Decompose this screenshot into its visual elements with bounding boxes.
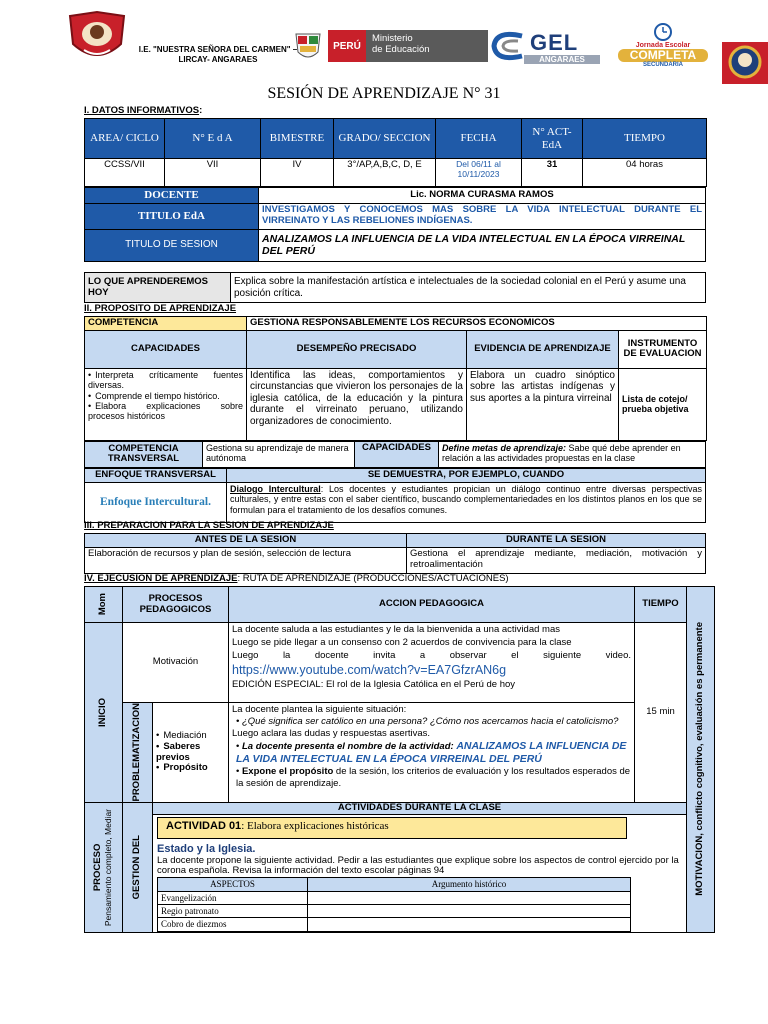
school-shield-icon bbox=[66, 10, 128, 65]
docente-label: DOCENTE bbox=[85, 188, 259, 204]
info-value-grado: 3°/AP,A,B,C, D, E bbox=[334, 159, 436, 187]
accion-header: ACCION PEDAGOGICA bbox=[229, 587, 635, 623]
motivacion-label: Motivación bbox=[123, 623, 229, 703]
header-evidencia: EVIDENCIA DE APRENDIZAJE bbox=[467, 330, 619, 368]
aspecto-row: Regio patronato bbox=[158, 905, 308, 918]
tiempo-header: TIEMPO bbox=[635, 587, 687, 623]
se-demuestra-label: SE DEMUESTRA, POR EJEMPLO, CUANDO bbox=[227, 468, 706, 482]
docente-value: Lic. NORMA CURASMA RAMOS bbox=[259, 188, 706, 204]
header bbox=[0, 0, 768, 75]
argumento-header: Argumento histórico bbox=[308, 878, 631, 891]
proceso-content: ACTIVIDADES DURANTE LA CLASE ACTIVIDAD 01: Elabora explicaciones históricas Estado y la Iglesia. La docente propone la siguiente actividad. Pedir a las estudiantes que explique sobre los aspectos de control ejercido por la corona española. Revisa la información del texto escolar páginas 94 ASPECTOS Argumento histórico Evangelización Regio patronato Cobro de diezmos bbox=[153, 803, 687, 933]
titulo-eda-label: TITULO EdA bbox=[85, 203, 259, 229]
proposito-table bbox=[84, 316, 706, 523]
capacidad-item: • Comprende el tiempo histórico. bbox=[88, 391, 243, 401]
competencia-value: GESTIONA RESPONSABLEMENTE LOS RECURSOS ECONOMICOS bbox=[247, 317, 707, 331]
durante-value: Gestiona el aprendizaje mediante, mediación, motivación y retroalimentación bbox=[407, 547, 706, 573]
evidencia-value: Elabora un cuadro sinóptico sobre las artistas indígenas y sus aportes a la pintura virreinal bbox=[467, 368, 619, 440]
jornada-logo: Jornada Escolar COMPLETA SECUNDARIA bbox=[618, 22, 708, 68]
aspecto-row: Evangelización bbox=[158, 891, 308, 904]
aspectos-header: ASPECTOS bbox=[158, 878, 308, 891]
info-value-eda: VII bbox=[165, 159, 261, 187]
capacidades-list bbox=[85, 368, 247, 440]
page-title: SESIÓN DE APRENDIZAJE N° 31 bbox=[267, 85, 501, 102]
enfoque-label: ENFOQUE TRANSVERSAL bbox=[85, 468, 227, 482]
info-value-tiempo: 04 horas bbox=[583, 159, 707, 187]
header-capacidades: CAPACIDADES bbox=[85, 330, 247, 368]
aprenderemos-label: LO QUE APRENDEREMOS HOY bbox=[85, 273, 231, 303]
comp-transversal-label: COMPETENCIA TRANSVERSAL bbox=[85, 441, 203, 467]
info-value-bimestre: IV bbox=[261, 159, 334, 187]
problematizacion-label: PROBLEMATIZACION bbox=[123, 703, 153, 803]
info-value-fecha: Del 06/11 al 10/11/2023 bbox=[436, 159, 522, 187]
info-header-eda: N° E d A bbox=[165, 119, 261, 159]
durante-label: DURANTE LA SESION bbox=[407, 534, 706, 548]
section-4-heading: IV. EJECUSION DE APRENDIZAJE: RUTA DE APRENDIZAJE (PRODUCCIONES/ACTUACIONES) bbox=[84, 573, 509, 584]
info-header-tiempo: TIEMPO bbox=[583, 119, 707, 159]
side-note: MOTIVACION, conflicto cognitivo, evaluación es permanente bbox=[687, 587, 715, 933]
inicio-tiempo: 15 min bbox=[635, 623, 687, 803]
minedu-logo: PERÚ Ministerio de Educación bbox=[328, 30, 488, 62]
capacidad-item: • Elabora explicaciones sobre procesos históricos bbox=[88, 401, 243, 422]
info-value-area: CCSS/VII bbox=[85, 159, 165, 187]
gestion-label: GESTION DEL bbox=[123, 803, 153, 933]
info-table bbox=[84, 118, 706, 262]
video-link[interactable]: https://www.youtube.com/watch?v=EA7GfzrAN6g bbox=[232, 663, 507, 678]
motivacion-content: La docente saluda a las estudiantes y le da la bienvenida a una actividad mas Luego se pide llegar a un consenso con 2 acuerdos de convivencia para la clase Luego la docente invita a observar el siguiente video. https://www.youtube.com/watch?v=EA7GfzrAN6g EDICIÓN ESPECIAL: El rol de la Iglesia Católica en el Perú de hoy bbox=[229, 623, 635, 703]
procesos-header: PROCESOS PEDAGOGICOS bbox=[123, 587, 229, 623]
antes-value: Elaboración de recursos y plan de sesión, selección de lectura bbox=[85, 547, 407, 573]
mom-header: Mom bbox=[85, 587, 123, 623]
ugel-logo: GEL ANGARAES bbox=[490, 28, 602, 66]
aprenderemos-table bbox=[84, 272, 706, 303]
info-header-bimestre: BIMESTRE bbox=[261, 119, 334, 159]
problematizacion-content: La docente plantea la siguiente situación: • ¿Qué significa ser católico en una persona? ¿Cómo nos acercamos hacia el catolicismo? Luego aclara las dudas y respuestas asertivas. • La docente presenta el nombre de la actividad: ANALIZAMOS LA INFLUENCIA DE LA VIDA INTELECTUAL EN LA ÉPOCA VIRREINAL DEL PERÚ • Expone el propósito de la sesión, los criterios de evaluación y los resultados esperados de la sesión de aprendizaje. bbox=[229, 703, 635, 803]
proceso-label: PROCESO Pensamiento completo, Mediar bbox=[85, 803, 123, 933]
capacidad-item: • Interpreta críticamente fuentes diversas. bbox=[88, 370, 243, 391]
section-1-heading: I. DATOS INFORMATIVOS: bbox=[84, 105, 203, 116]
desempeno-value: Identifica las ideas, comportamientos y circunstancias que vivieron los personajes de la iglesia católica, de la educación y la pintura durante el virreinato peruano, utilizando organizadores de conocimiento. bbox=[247, 368, 467, 440]
ejecucion-table bbox=[84, 586, 714, 933]
dialogo-intercultural: Dialogo Intercultural: Los docentes y estudiantes propician un diálogo continuo entre diversas perspectivas culturales, y entre estas con el saber científico, buscando complementariedades en los distintos planos en los que se formulan para el tratamiento de los desafíos comunes. bbox=[227, 482, 706, 522]
comp-capacidades-label: CAPACIDADES bbox=[355, 441, 439, 467]
header-desempeno: DESEMPEÑO PRECISADO bbox=[247, 330, 467, 368]
header-instrumento: INSTRUMENTO DE EVALUACION bbox=[619, 330, 707, 368]
right-school-logo-icon bbox=[722, 38, 768, 84]
antes-label: ANTES DE LA SESION bbox=[85, 534, 407, 548]
info-value-act: 31 bbox=[522, 159, 583, 187]
school-name: I.E. "NUESTRA SEÑORA DEL CARMEN" – LIRCAY- ANGARAES bbox=[138, 45, 298, 65]
actividad-box: ACTIVIDAD 01: Elabora explicaciones históricas bbox=[157, 817, 627, 839]
instrumento-value: Lista de cotejo/ prueba objetiva bbox=[619, 368, 707, 440]
comp-capacidades-value: Define metas de aprendizaje: Sabe qué debe aprender en relación a las actividades propuestas en la clase bbox=[439, 441, 706, 467]
info-header-area: AREA/ CICLO bbox=[85, 119, 165, 159]
enfoque-name: Enfoque Intercultural. bbox=[85, 482, 227, 522]
info-header-fecha: FECHA bbox=[436, 119, 522, 159]
info-header-act: N° ACT- EdA bbox=[522, 119, 583, 159]
comp-transversal-value: Gestiona su aprendizaje de manera autónoma bbox=[203, 441, 355, 467]
aspecto-row: Cobro de diezmos bbox=[158, 918, 308, 931]
titulo-eda-value: INVESTIGAMOS Y CONOCEMOS MAS SOBRE LA VIDA INTELECTUAL DURANTE EL VIRREINATO Y LAS REBELIONES INDÍGENAS. bbox=[259, 203, 706, 229]
preparacion-table bbox=[84, 533, 706, 574]
peru-emblem-icon bbox=[290, 30, 326, 62]
problematizacion-items: • Mediación • Saberes previos • Propósito bbox=[153, 703, 229, 803]
aprenderemos-value: Explica sobre la manifestación artística e intelectuales de la sociedad colonial en el Perú y asume una posición crítica. bbox=[231, 273, 706, 303]
titulo-sesion-value: ANALIZAMOS LA INFLUENCIA DE LA VIDA INTELECTUAL EN LA ÉPOCA VIRREINAL DEL PERÚ bbox=[259, 229, 706, 261]
clock-icon bbox=[649, 22, 677, 42]
titulo-sesion-label: TITULO DE SESION bbox=[85, 229, 259, 261]
competencia-label: COMPETENCIA bbox=[85, 317, 247, 331]
section-2-heading: II. PROPOSITO DE APRENDIZAJE bbox=[84, 303, 237, 314]
ugel-swoosh-icon bbox=[490, 30, 526, 62]
section-3-heading: III. PREPARACION PARA LA SESION DE APRENDIZAJE bbox=[84, 520, 334, 531]
info-header-grado: GRADO/ SECCION bbox=[334, 119, 436, 159]
inicio-label: INICIO bbox=[85, 623, 123, 803]
